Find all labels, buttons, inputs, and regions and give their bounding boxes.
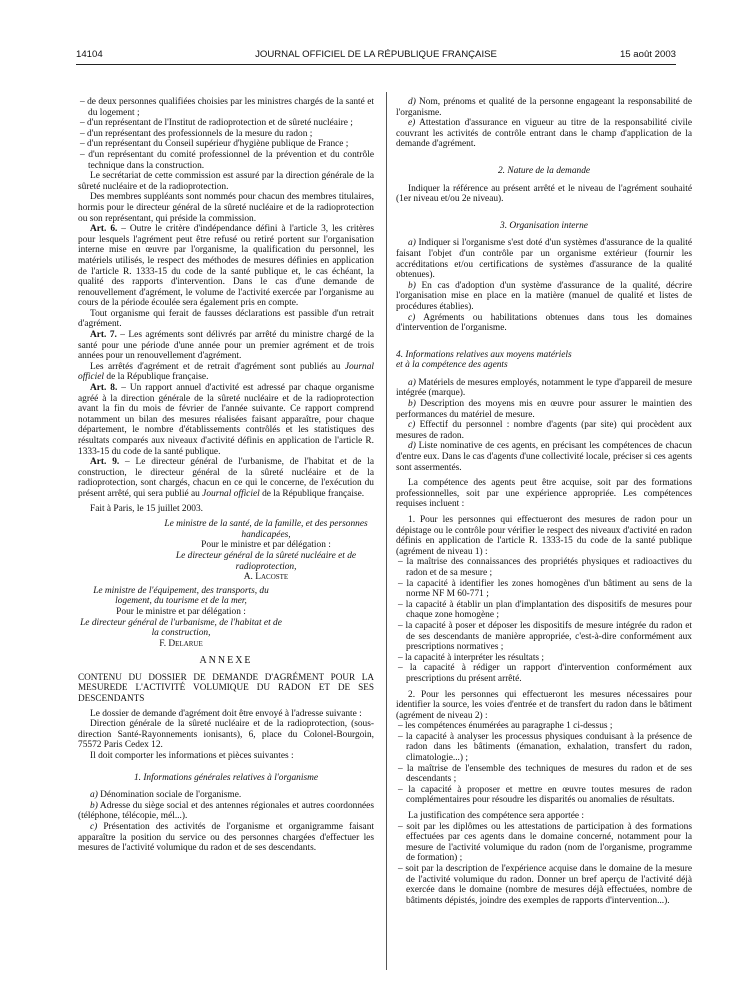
paragraph-comporter: Il doit comporter les informations et pièces suivantes : xyxy=(90,751,294,762)
article-label: Art. 8. xyxy=(90,383,118,394)
paragraph-dossier: Le dossier de demande d'agrément doit être envoyé à l'adresse suivante : xyxy=(90,708,362,719)
section-heading-4: 4. Informations relatives aux moyens matériels et à la compétence des agents xyxy=(396,349,572,371)
article-text: – Le directeur général de l'urbanisme, de l'habitat et de la construction, le directeur général de la sûreté nucléaire et de la radioprotection, sont chargés, chacun en ce qui le concerne, de l'exécution du présent arrêté, qui sera publié au xyxy=(78,457,375,499)
paragraph-suppleants: Des membres suppléants sont nommés pour chacun des membres titulaires, hormis pour le directeur général de la sûreté nucléaire et de la radioprotection ou son représentant, qui préside la commission. xyxy=(78,192,374,224)
page-header xyxy=(76,50,676,64)
paragraph-competence: La compétence des agents peut être acquise, soit par des formations professionnelles, soit par une expérience appropriée. Les compétences requises incluent : xyxy=(396,478,692,510)
item-3c: c) Agréments ou habilitations obtenues dans tous les domaines d'intervention de l'organisme. xyxy=(396,312,692,334)
signatory-director: Le directeur général de la sûreté nucléaire et de radioprotection, xyxy=(175,550,357,572)
article-7 xyxy=(78,330,374,362)
justification-list xyxy=(396,822,692,907)
list-item: – d'un représentant de l'Institut de radioprotection et de sûreté nucléaire ; xyxy=(80,118,353,129)
article-label: Art. 6. xyxy=(90,224,118,235)
list-item: – de deux personnes qualifiées choisies par les ministres chargés de la santé et du logement ; xyxy=(80,97,374,118)
paragraph-secretariat: Le secrétariat de cette commission est assuré par la direction générale de la sûreté nucléaire et de la radioprotection. xyxy=(78,171,374,192)
article-label: Art. 7. xyxy=(90,330,117,341)
paragraph-adresse: Direction générale de la sûreté nucléaire et de la radioprotection, (sous-direction Santé-Rayonnements ionisants), 6, place du Colonel-Bourgoin, 75572 Paris Cedex 12. xyxy=(78,719,374,751)
delegation-line: Pour le ministre et par délégation : xyxy=(116,606,246,617)
list-item: – la maîtrise de l'ensemble des techniques de mesures du radon et de ses descendants ; xyxy=(398,763,692,785)
article-text: – Outre le critère d'indépendance défini à l'article 3, les critères pour lesquels l'agrément peut être refusé ou retiré portent sur l'organisation interne mise en œuvre par l'organisme, la qualification du personnel, les matériels utilisés, le respect des méthodes de mesures définies en application de l'article R. 1333-15 du code de la santé publique et, le cas échéant, la qualité des rapports d'intervention. Dans le cas d'une demande de renouvellement d'agrément, le volume de l'activité exercée par l'organisme au cours de la période écoulée sera également pris en compte. xyxy=(78,224,374,309)
paragraph-fausses-declarations: Tout organisme qui ferait de fausses déclarations est passible d'un retrait d'agrément. xyxy=(78,308,374,330)
list-item: – la capacité à interpréter les résultats ; xyxy=(398,652,545,663)
signatory-name: F. Delarue xyxy=(159,638,203,649)
signatory-director: Le directeur général de l'urbanisme, de l'habitat et de la construction, xyxy=(80,617,282,639)
article-text: – Les agréments sont délivrés par arrêté du ministre chargé de la santé pour une période d'une année pour un premier agrément et de trois années pour un renouvellement d'agrément. xyxy=(78,330,374,362)
article-6 xyxy=(78,224,374,309)
paragraph-niveau-2: 2. Pour les personnes qui effectueront les mesures nécessaires pour identifier la source, les voies d'entrée et de transfert du radon dans le bâtiment (agrément de niveau 2) : xyxy=(396,689,692,721)
list-item: – la capacité à analyser les processus physiques conduisant à la présence de radon dans les bâtiments (émanation, exhalation, transfert du radon, climatologie...) ; xyxy=(398,731,692,764)
item-1c: c) Présentation des activités de l'organisme et organigramme faisant apparaître la position du service ou des personnes chargées d'effectuer les mesures de l'activité volumique du radon et de ses descendants. xyxy=(78,822,374,854)
journal-officiel-ref: Journal officiel xyxy=(202,488,260,499)
item-4d: d) Liste nominative de ces agents, en précisant les compétences de chacun d'entre eux. Dans le cas d'agents d'une collectivité locale, préciser si ces agents sont assermentés. xyxy=(396,441,692,473)
article-label: Art. 9. xyxy=(90,457,120,468)
item-4c: c) Effectif du personnel : nombre d'agents (par site) qui procèdent aux mesures de radon. xyxy=(396,420,692,441)
signatory-name: A. Lacoste xyxy=(243,572,289,583)
article-9: Art. 9. – Le directeur général de l'urbanisme, de l'habitat et de la construction, le directeur général de la sûreté nucléaire et de la radioprotection, sont chargés, chacun en ce qui le concerne, de l'exécution du présent arrêté, qui sera publié au Journal officiel de la République française. xyxy=(78,457,375,499)
article-8 xyxy=(78,383,374,457)
right-column xyxy=(396,97,692,906)
delegation-line: Pour le ministre et par délégation : xyxy=(201,540,331,551)
journal-title: JOURNAL OFFICIEL DE LA RÉPUBLIQUE FRANÇAISE xyxy=(255,49,497,60)
list-item: – soit par la description de l'expérience acquise dans le domaine de la mesure de l'activité volumique du radon. Donner un bref aperçu de l'activité déjà exercée dans le domaine (nombre de mesures déjà effectuées, nombre de bâtiments dépistés, joindre des exemples de rapports d'intervention...). xyxy=(398,864,692,906)
section-heading-1: 1. Informations générales relatives à l'organisme xyxy=(133,772,319,783)
list-item: – la capacité à proposer et mettre en œuvre toutes mesures de radon complémentaires pour résoudre les disparités ou anomalies de résultats. xyxy=(398,784,692,806)
column-divider xyxy=(386,92,387,970)
page-number: 14104 xyxy=(76,49,103,60)
header-rule xyxy=(76,64,676,65)
left-column xyxy=(78,97,374,854)
paragraph-niveau-1: 1. Pour les personnes qui effectueront des mesures de radon pour un dépistage ou le contrôle pour vérifier le respect des niveaux d'activité en radon définis en application de l'article R. 1333-15 du code de la santé publique (agrément de niveau 1) : xyxy=(396,515,692,557)
item-1a: a) Dénomination sociale de l'organisme. xyxy=(90,790,242,801)
list-item: – les compétences énumérées au paragraphe 1 ci-dessus ; xyxy=(398,721,613,732)
section-heading-2: 2. Nature de la demande xyxy=(497,165,591,176)
item-1e: e) Attestation d'assurance en vigueur au titre de la responsabilité civile couvrant les activités de contrôle entrant dans le champ d'application de la demande d'agrément. xyxy=(396,118,692,150)
list-item: – la capacité à établir un plan d'implantation des dispositifs de mesures pour chaque zone homogène ; xyxy=(398,599,692,621)
item-4b: b) Description des moyens mis en œuvre pour assurer le maintien des performances du matériel de mesure. xyxy=(396,399,692,420)
signature-block-sante xyxy=(78,519,374,583)
article-text: – Un rapport annuel d'activité est adressé par chaque organisme agréé à la direction générale de la sûreté nucléaire et de la radioprotection avant la fin du mois de février de l'année suivante. Ce rapport comprend notamment un bilan des mesures réalisées faisant apparaître, pour chaque département, le nombre d'établissements contrôlés et les statistiques des résultats comparés aux niveaux d'activité définis en application de l'article R. 1333-15 du code de la santé publique. xyxy=(78,383,374,457)
signature-block-equipement xyxy=(78,586,374,650)
signatory-title: Le ministre de la santé, de la famille, et des personnes handicapées, xyxy=(164,519,368,540)
item-1d: d) Nom, prénoms et qualité de la personne engageant la responsabilité de l'organisme. xyxy=(396,97,692,118)
paragraph-arretes: Les arrêtés d'agrément et de retrait d'agrément sont publiés au Journal officiel de la République française. xyxy=(78,361,374,383)
signatory-title: Le ministre de l'équipement, des transports, du logement, du tourisme et de la mer, xyxy=(93,585,269,607)
list-item: – la capacité à poser et déposer les dispositifs de mesure intégrée du radon et de ses descendants de manière appropriée, c'est-à-dire conformément aux prescriptions normatives ; xyxy=(398,620,692,653)
annexe-heading: ANNEXE xyxy=(199,655,253,667)
niveau-2-list xyxy=(396,721,692,806)
item-3a: a) Indiquer si l'organisme s'est doté d'un systèmes d'assurance de la qualité faisant l'objet d'un contrôle par un organisme extérieur (fournir les accréditations et/ou certifications de systèmes d'assurance de la qualité obtenues). xyxy=(396,238,692,281)
commission-members-list xyxy=(78,97,374,171)
niveau-1-list xyxy=(396,557,692,684)
item-4a: a) Matériels de mesures employés, notamment le type d'appareil de mesure intégrée (marque). xyxy=(396,377,692,399)
list-item: – la capacité à rédiger un rapport d'intervention conformément aux prescriptions du présent arrêté. xyxy=(398,663,692,684)
section-heading-3: 3. Organisation interne xyxy=(500,220,588,231)
item-1b: b) Adresse du siège social et des antennes régionales et autres coordonnées (téléphone, télécopie, mél...). xyxy=(78,800,374,822)
paragraph-justification: La justification des compétence sera apportée : xyxy=(408,811,584,822)
journal-officiel-ref: Journal officiel xyxy=(78,361,374,383)
item-3b: b) En cas d'adoption d'un système d'assurance de la qualité, décrire l'organisation mise en place en la matière (manuel de qualité et listes de procédures établies). xyxy=(396,280,692,312)
list-item: – la capacité à identifier les zones homogènes d'un bâtiment au sens de la norme NF M 60-771 ; xyxy=(398,578,692,600)
list-item: – la maîtrise des connaissances des propriétés physiques et radioactives du radon et de sa mesure ; xyxy=(398,557,692,578)
issue-date: 15 août 2003 xyxy=(619,49,676,60)
paragraph-nature: Indiquer la référence au présent arrêté et le niveau de l'agrément souhaité (1er niveau et/ou 2e niveau). xyxy=(396,183,692,205)
list-item: – d'un représentant des professionnels de la mesure du radon ; xyxy=(80,128,313,139)
list-item: – soit par les diplômes ou les attestations de participation à des formations effectuées par ces agents dans le domaine concerné, notamment pour la mesure de l'activité volumique du radon (nom de l'organisme, programme de formation) ; xyxy=(398,821,692,864)
list-item: – d'un représentant du comité professionnel de la prévention et du contrôle technique dans la construction. xyxy=(80,149,374,171)
fait-a-paris: Fait à Paris, le 15 juillet 2003. xyxy=(90,503,204,514)
list-item: – d'un représentant du Conseil supérieur d'hygiène publique de France ; xyxy=(80,139,349,150)
annexe-title: CONTENU DU DOSSIER DE DEMANDE D'AGRÉMENT POUR LA MESUREDE L'ACTIVITÉ VOLUMIQUE DU RADON ET DE SES DESCENDANTS xyxy=(78,671,374,704)
